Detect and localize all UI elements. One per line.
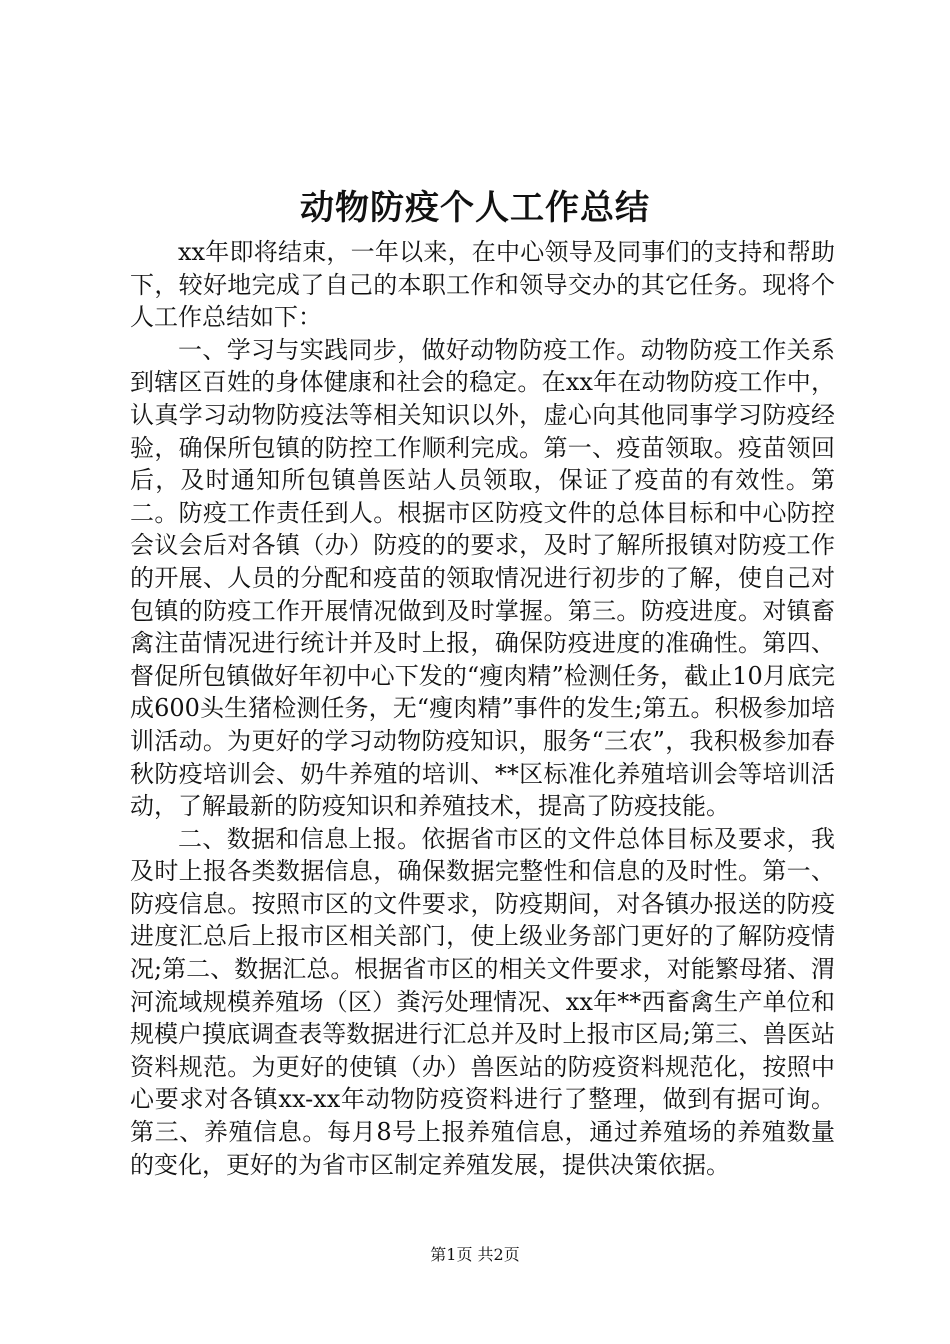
document-title: 动物防疫个人工作总结 bbox=[300, 188, 650, 228]
paragraph-section-2: 二、数据和信息上报。依据省市区的文件总体目标及要求，我及时上报各类数据信息，确保数据完整性和信息的及时性。第一、防疫信息。按照市区的文件要求，防疫期间，对各镇办报送的防疫进度汇总后上报市区相关部门，使上级业务部门更好的了解防疫情况;第二、数据汇总。根据省市区的相关文件要求，对能繁母猪、渭河流域规模养殖场（区）粪污处理情况、xx年**西畜禽生产单位和规模户摸底调查表等数据进行汇总并及时上报市区局;第三、兽医站资料规范。为更好的使镇（办）兽医站的防疫资料规范化，按照中心要求对各镇xx-xx年动物防疫资料进行了整理，做到有据可询。第三、养殖信息。每月8号上报养殖信息，通过养殖场的养殖数量的变化，更好的为省市区制定养殖发展，提供决策依据。 bbox=[130, 824, 835, 1179]
paragraph-section-1: 一、学习与实践同步，做好动物防疫工作。动物防疫工作关系到辖区百姓的身体健康和社会的稳定。在xx年在动物防疫工作中，认真学习动物防疫法等相关知识以外，虚心向其他同事学习防疫经验，确保所包镇的防控工作顺利完成。第一、疫苗领取。疫苗领回后，及时通知所包镇兽医站人员领取，保证了疫苗的有效性。第二。防疫工作责任到人。根据市区防疫文件的总体目标和中心防控会议会后对各镇（办）防疫的的要求，及时了解所报镇对防疫工作的开展、人员的分配和疫苗的领取情况进行初步的了解，使自己对包镇的防疫工作开展情况做到及时掌握。第三。防疫进度。对镇畜禽注苗情况进行统计并及时上报，确保防疫进度的准确性。第四、督促所包镇做好年初中心下发的“瘦肉精”检测任务，截止10月底完成600头生猪检测任务，无“瘦肉精”事件的发生;第五。积极参加培训活动。为更好的学习动物防疫知识，服务“三农”，我积极参加春秋防疫培训会、奶牛养殖的培训、**区标准化养殖培训会等培训活动，了解最新的防疫知识和养殖技术，提高了防疫技能。 bbox=[130, 335, 835, 821]
document-body bbox=[130, 236, 835, 1181]
paragraph-intro: xx年即将结束，一年以来，在中心领导及同事们的支持和帮助下，较好地完成了自己的本职工作和领导交办的其它任务。现将个人工作总结如下： bbox=[130, 238, 835, 332]
page-number-footer: 第1页 共2页 bbox=[430, 1245, 520, 1264]
